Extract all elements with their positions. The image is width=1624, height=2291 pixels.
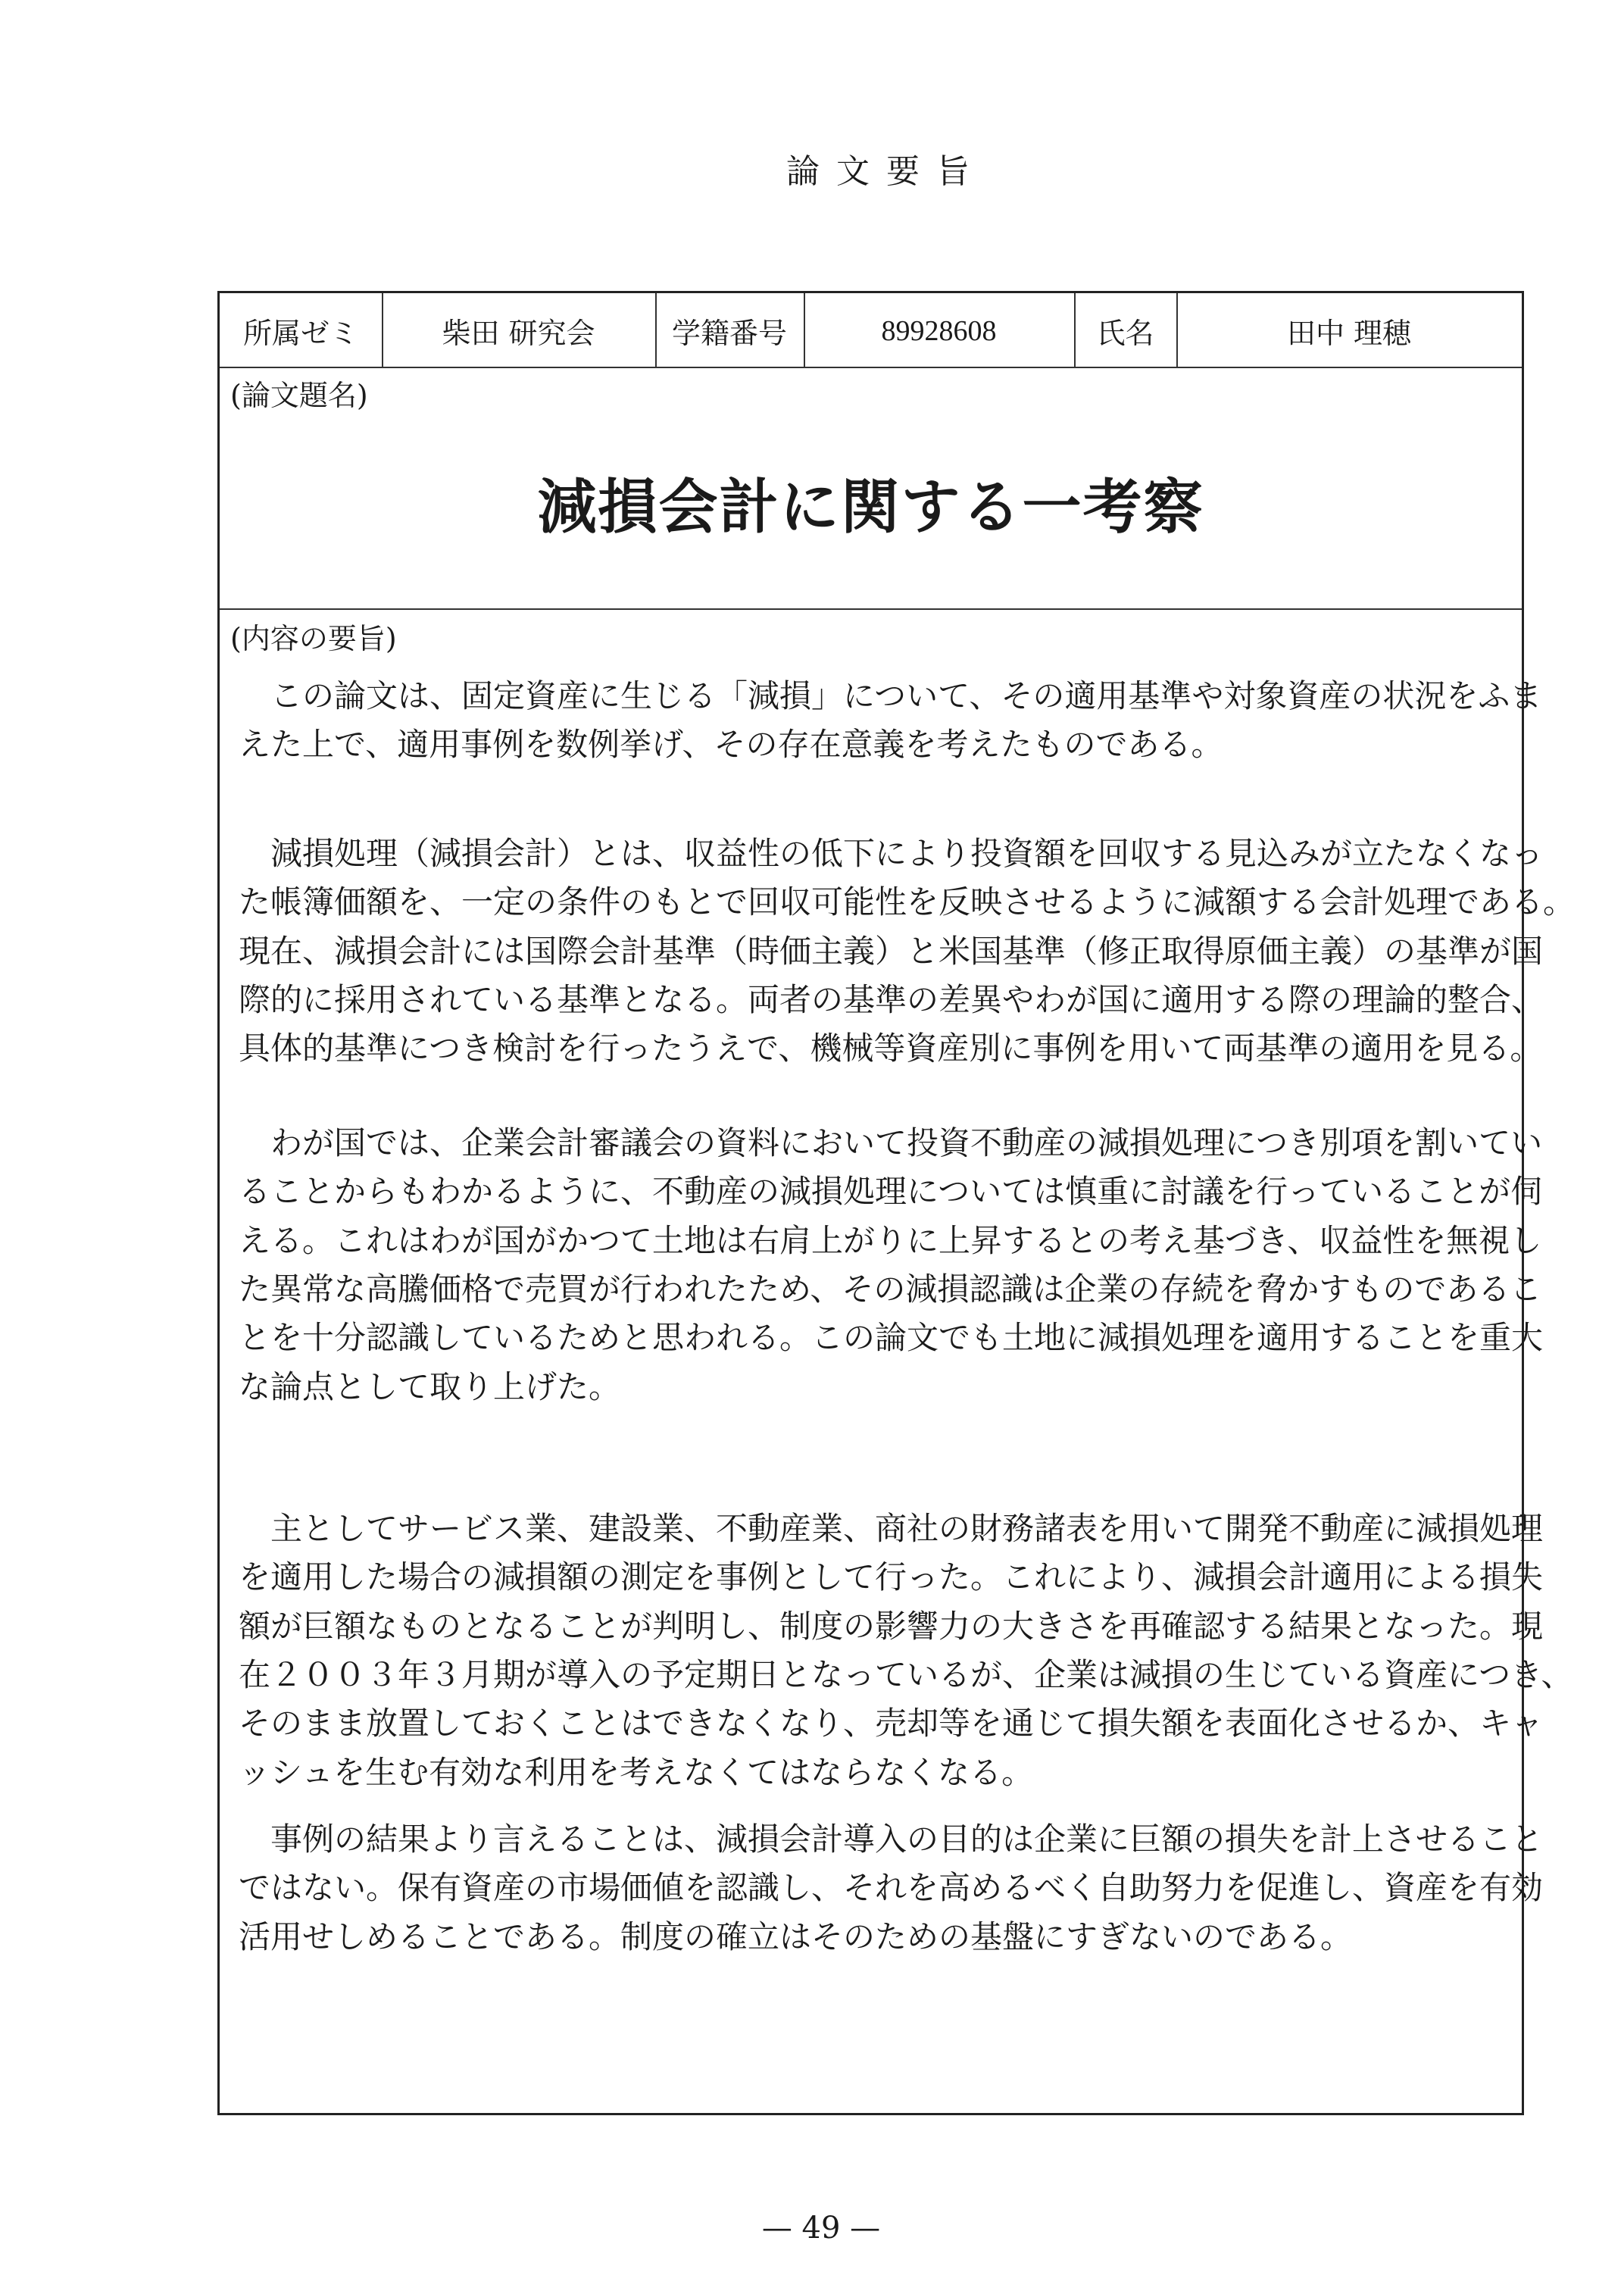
abstract-form — [217, 291, 1576, 2115]
paragraph-line: た異常な高騰価格で売買が行われたため、その減損認識は企業の存続を脅かすものであるこ — [239, 1270, 1542, 1308]
paper-title: 減損会計に関する一考察 — [537, 473, 1204, 542]
paragraph-line: を適用した場合の減損額の測定を事例として行った。これにより、減損会計適用による損失 — [239, 1558, 1544, 1596]
paragraph-line: 事例の結果より言えることは、減損会計導入の目的は企業に巨額の損失を計上させること — [239, 1821, 1544, 1858]
student-id-label: 学籍番号 — [671, 317, 787, 350]
paragraph-line: 主としてサービス業、建設業、不動産業、商社の財務諸表を用いて開発不動産に減損処理 — [239, 1510, 1544, 1547]
paragraph-line: えた上で、適用事例を数例挙げ、その存在意義を考えたものである。 — [239, 726, 1223, 764]
divider — [220, 608, 1522, 610]
paragraph-line: 額が巨額なものとなることが判明し、制度の影響力の大きさを再確認する結果となった。現 — [239, 1607, 1544, 1645]
paragraph-line: 在２００３年３月期が導入の予定期日となっているが、企業は減損の生じている資産につき、 — [239, 1655, 1573, 1693]
title-label: (論文題名) — [230, 379, 368, 412]
paragraph-line: わが国では、企業会計審議会の資料において投資不動産の減損処理につき別項を割いてい — [239, 1124, 1543, 1161]
paragraph-line: ることからもわかるように、不動産の減損処理については慎重に討議を行っていることが伺 — [239, 1173, 1543, 1211]
summary-label: (内容の要旨) — [230, 622, 397, 655]
divider — [220, 367, 1522, 368]
paragraph-line: そのまま放置しておくことはできなくなり、売却等を通じて損失額を表面化させるか、キャ — [239, 1705, 1544, 1742]
paragraph-line: 減損処理（減損会計）とは、収益性の低下により投資額を回収する見込みが立たなくなっ — [239, 835, 1544, 872]
paragraph-line: な論点として取り上げた。 — [239, 1367, 621, 1405]
paragraph-line: この論文は、固定資産に生じる「減損」について、その適用基準や対象資産の状況をふま — [239, 677, 1542, 714]
seminar-value: 柴田 研究会 — [442, 317, 595, 350]
paragraph-line: ではない。保有資産の市場価値を認識し、それを高めるべく自助努力を促進し、資産を有効 — [239, 1869, 1544, 1907]
paragraph-line: 活用せしめることである。制度の確立はそのための基盤にすぎないのである。 — [239, 1918, 1353, 1955]
paragraph-line: ッシュを生む有効な利用を考えなくてはならなくなる。 — [239, 1753, 1034, 1791]
paragraph-line: 現在、減損会計には国際会計基準（時価主義）と米国基準（修正取得原価主義）の基準が国 — [239, 932, 1544, 970]
paragraph-line: とを十分認識しているためと思われる。この論文でも土地に減損処理を適用することを重大 — [239, 1319, 1544, 1357]
page-number: — 49 — — [761, 2211, 881, 2246]
name-label: 氏名 — [1096, 317, 1154, 350]
paragraph-line: た帳簿価額を、一定の条件のもとで回収可能性を反映させるように減額する会計処理である。 — [239, 883, 1576, 921]
paragraph-line: 具体的基準につき検討を行ったうえで、機械等資産別に事例を用いて両基準の適用を見る。 — [239, 1030, 1542, 1067]
seminar-label: 所属ゼミ — [242, 317, 358, 350]
name-value: 田中 理穂 — [1286, 317, 1412, 350]
document-title: 論文要旨 — [786, 152, 986, 191]
paragraph-line: 際的に採用されている基準となる。両者の基準の差異やわが国に適用する際の理論的整合、 — [239, 980, 1544, 1018]
student-id-value: 89928608 — [881, 314, 997, 347]
paragraph-line: える。これはわが国がかつて土地は右肩上がりに上昇するとの考え基づき、収益性を無視し — [239, 1221, 1542, 1259]
